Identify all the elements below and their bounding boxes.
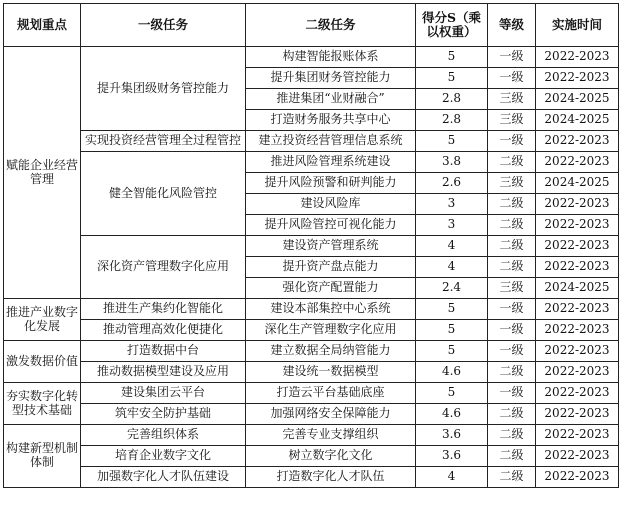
time-cell: 2024-2025 — [536, 173, 619, 194]
time-cell: 2022-2023 — [536, 467, 619, 488]
secondary-task-cell: 提升资产盘点能力 — [246, 257, 416, 278]
score-cell: 4 — [416, 257, 488, 278]
level-cell: 一级 — [488, 299, 536, 320]
time-cell: 2022-2023 — [536, 236, 619, 257]
primary-task-cell: 完善组织体系 — [81, 425, 246, 446]
header-score: 得分S（乘以权重） — [416, 4, 488, 47]
score-cell: 2.8 — [416, 110, 488, 131]
level-cell: 二级 — [488, 215, 536, 236]
secondary-task-cell: 建立投资经营管理信息系统 — [246, 131, 416, 152]
primary-task-cell: 健全智能化风险管控 — [81, 152, 246, 236]
time-cell: 2024-2025 — [536, 89, 619, 110]
primary-task-cell: 打造数据中台 — [81, 341, 246, 362]
planning-table — [3, 3, 619, 488]
score-cell: 3.6 — [416, 425, 488, 446]
table-row — [4, 131, 619, 152]
score-cell: 3.6 — [416, 446, 488, 467]
level-cell: 一级 — [488, 131, 536, 152]
table-row — [4, 383, 619, 404]
level-cell: 一级 — [488, 320, 536, 341]
time-cell: 2024-2025 — [536, 110, 619, 131]
primary-task-cell: 建设集团云平台 — [81, 383, 246, 404]
primary-task-cell: 提升集团级财务管控能力 — [81, 47, 246, 131]
secondary-task-cell: 完善专业支撑组织 — [246, 425, 416, 446]
table-row — [4, 236, 619, 257]
score-cell: 3.8 — [416, 152, 488, 173]
secondary-task-cell: 建设统一数据模型 — [246, 362, 416, 383]
time-cell: 2022-2023 — [536, 299, 619, 320]
primary-task-cell: 筑牢安全防护基础 — [81, 404, 246, 425]
focus-cell: 激发数据价值 — [4, 341, 81, 383]
primary-task-cell: 推动数据模型建设及应用 — [81, 362, 246, 383]
secondary-task-cell: 打造财务服务共享中心 — [246, 110, 416, 131]
level-cell: 一级 — [488, 341, 536, 362]
secondary-task-cell: 深化生产管理数字化应用 — [246, 320, 416, 341]
secondary-task-cell: 提升集团财务管控能力 — [246, 68, 416, 89]
level-cell: 一级 — [488, 68, 536, 89]
secondary-task-cell: 树立数字化文化 — [246, 446, 416, 467]
table-container — [3, 3, 619, 488]
focus-cell: 构建新型机制体制 — [4, 425, 81, 488]
score-cell: 2.4 — [416, 278, 488, 299]
focus-cell: 夯实数字化转型技术基础 — [4, 383, 81, 425]
time-cell: 2022-2023 — [536, 425, 619, 446]
time-cell: 2022-2023 — [536, 131, 619, 152]
header-primary-task: 一级任务 — [81, 4, 246, 47]
score-cell: 3 — [416, 215, 488, 236]
score-cell: 2.8 — [416, 89, 488, 110]
table-row — [4, 320, 619, 341]
table-row — [4, 446, 619, 467]
secondary-task-cell: 强化资产配置能力 — [246, 278, 416, 299]
table-row — [4, 362, 619, 383]
score-cell: 5 — [416, 320, 488, 341]
primary-task-cell: 加强数字化人才队伍建设 — [81, 467, 246, 488]
table-row — [4, 425, 619, 446]
table-body — [4, 47, 619, 488]
table-row — [4, 152, 619, 173]
score-cell: 2.6 — [416, 173, 488, 194]
time-cell: 2022-2023 — [536, 341, 619, 362]
level-cell: 二级 — [488, 257, 536, 278]
time-cell: 2022-2023 — [536, 257, 619, 278]
level-cell: 二级 — [488, 467, 536, 488]
level-cell: 三级 — [488, 278, 536, 299]
level-cell: 二级 — [488, 194, 536, 215]
primary-task-cell: 深化资产管理数字化应用 — [81, 236, 246, 299]
time-cell: 2022-2023 — [536, 383, 619, 404]
level-cell: 二级 — [488, 446, 536, 467]
primary-task-cell: 培育企业数字文化 — [81, 446, 246, 467]
table-row — [4, 467, 619, 488]
secondary-task-cell: 提升风险管控可视化能力 — [246, 215, 416, 236]
secondary-task-cell: 建立数据全局纳管能力 — [246, 341, 416, 362]
score-cell: 5 — [416, 341, 488, 362]
secondary-task-cell: 加强网络安全保障能力 — [246, 404, 416, 425]
secondary-task-cell: 推进集团“业财融合” — [246, 89, 416, 110]
level-cell: 二级 — [488, 236, 536, 257]
level-cell: 二级 — [488, 152, 536, 173]
primary-task-cell: 实现投资经营管理全过程管控 — [81, 131, 246, 152]
score-cell: 5 — [416, 47, 488, 68]
time-cell: 2022-2023 — [536, 362, 619, 383]
table-row — [4, 404, 619, 425]
score-cell: 4.6 — [416, 362, 488, 383]
secondary-task-cell: 打造云平台基础底座 — [246, 383, 416, 404]
score-cell: 4 — [416, 236, 488, 257]
secondary-task-cell: 推进风险管理系统建设 — [246, 152, 416, 173]
header-time: 实施时间 — [536, 4, 619, 47]
time-cell: 2022-2023 — [536, 215, 619, 236]
secondary-task-cell: 提升风险预警和研判能力 — [246, 173, 416, 194]
time-cell: 2022-2023 — [536, 47, 619, 68]
level-cell: 三级 — [488, 110, 536, 131]
score-cell: 4.6 — [416, 404, 488, 425]
level-cell: 二级 — [488, 425, 536, 446]
time-cell: 2024-2025 — [536, 278, 619, 299]
score-cell: 5 — [416, 131, 488, 152]
score-cell: 3 — [416, 194, 488, 215]
time-cell: 2022-2023 — [536, 446, 619, 467]
header-row — [4, 4, 619, 47]
table-row — [4, 47, 619, 68]
secondary-task-cell: 建设风险库 — [246, 194, 416, 215]
secondary-task-cell: 建设资产管理系统 — [246, 236, 416, 257]
secondary-task-cell: 打造数字化人才队伍 — [246, 467, 416, 488]
secondary-task-cell: 构建智能报账体系 — [246, 47, 416, 68]
table-row — [4, 299, 619, 320]
primary-task-cell: 推进生产集约化智能化 — [81, 299, 246, 320]
time-cell: 2022-2023 — [536, 320, 619, 341]
level-cell: 三级 — [488, 89, 536, 110]
score-cell: 5 — [416, 383, 488, 404]
level-cell: 二级 — [488, 362, 536, 383]
score-cell: 5 — [416, 299, 488, 320]
score-cell: 4 — [416, 467, 488, 488]
time-cell: 2022-2023 — [536, 152, 619, 173]
level-cell: 一级 — [488, 383, 536, 404]
table-row — [4, 341, 619, 362]
focus-cell: 赋能企业经营管理 — [4, 47, 81, 299]
level-cell: 三级 — [488, 173, 536, 194]
time-cell: 2022-2023 — [536, 194, 619, 215]
header-secondary-task: 二级任务 — [246, 4, 416, 47]
score-cell: 5 — [416, 68, 488, 89]
header-level: 等级 — [488, 4, 536, 47]
header-focus: 规划重点 — [4, 4, 81, 47]
secondary-task-cell: 建设本部集控中心系统 — [246, 299, 416, 320]
time-cell: 2022-2023 — [536, 68, 619, 89]
focus-cell: 推进产业数字化发展 — [4, 299, 81, 341]
time-cell: 2022-2023 — [536, 404, 619, 425]
level-cell: 二级 — [488, 404, 536, 425]
primary-task-cell: 推动管理高效化便捷化 — [81, 320, 246, 341]
level-cell: 一级 — [488, 47, 536, 68]
